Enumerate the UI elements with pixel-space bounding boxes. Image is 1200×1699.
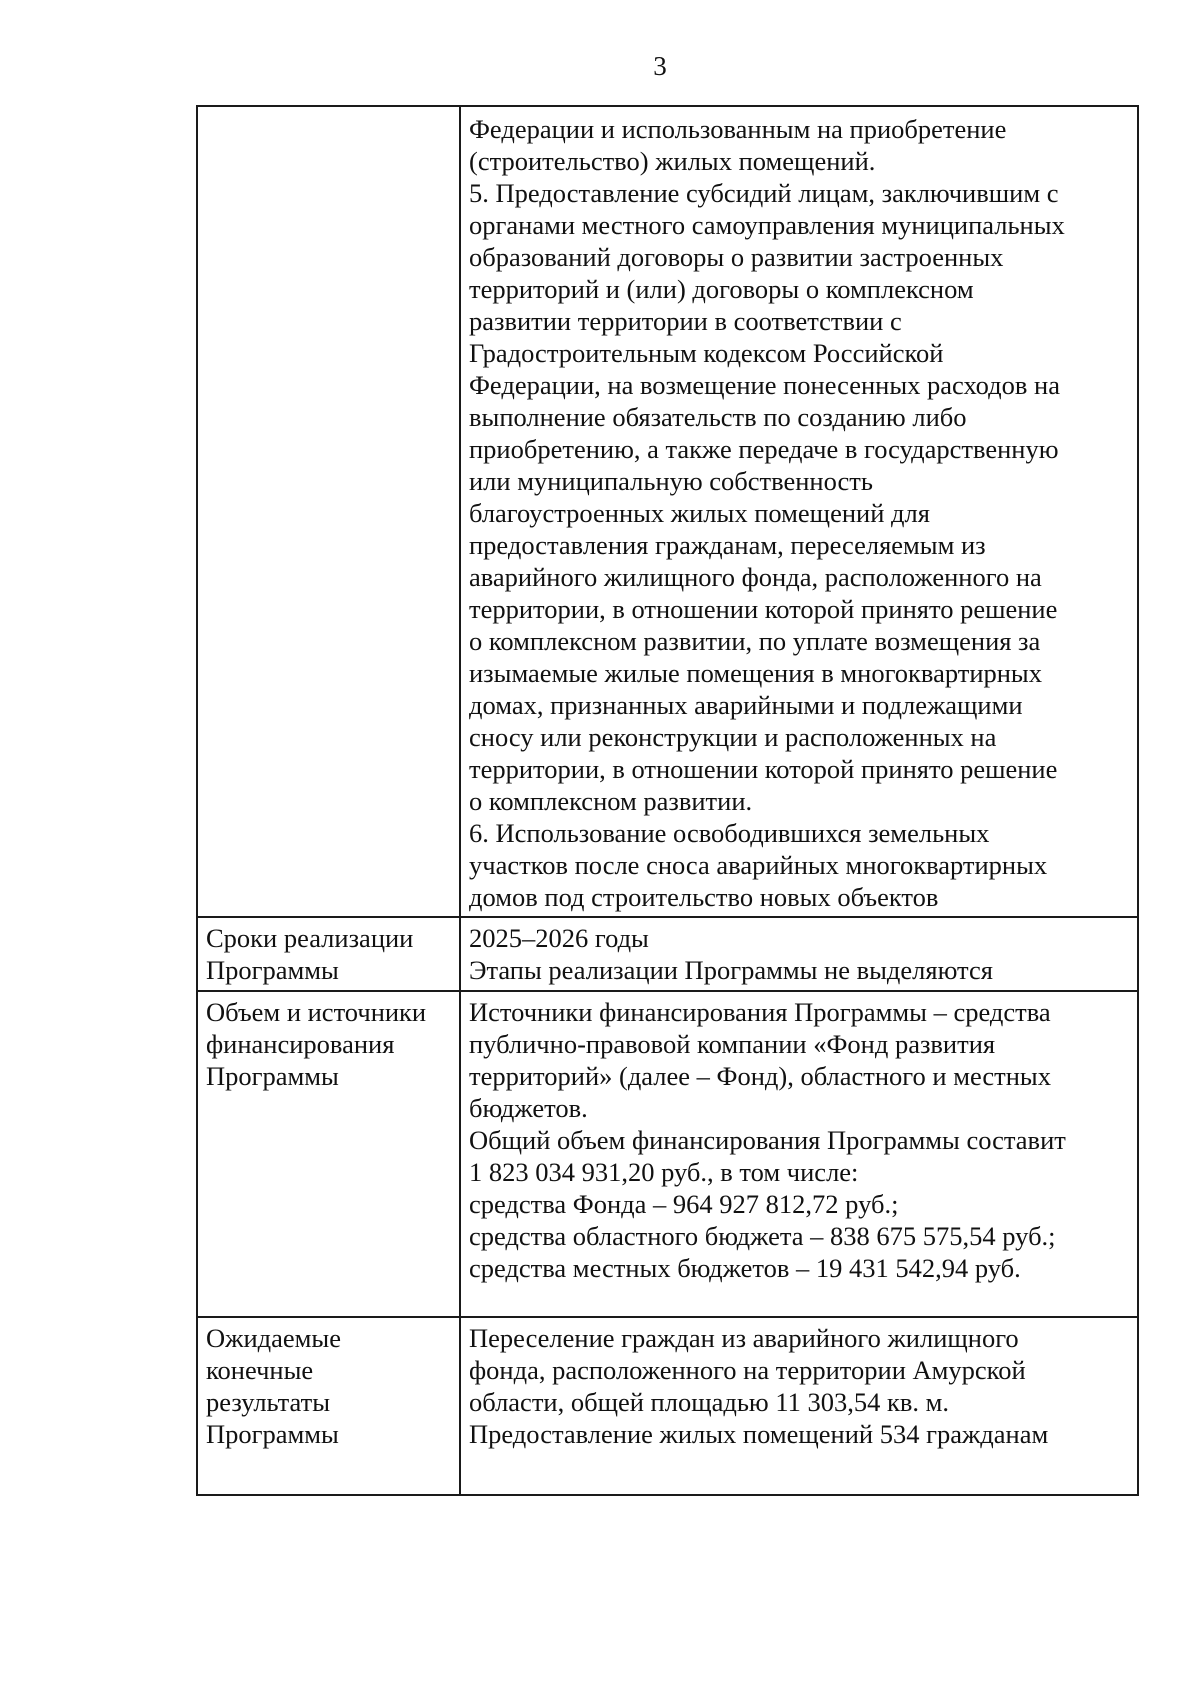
- text-line: публично-правовой компании «Фонд развития: [469, 1029, 996, 1059]
- text-line: области, общей площадью 11 303,54 кв. м.: [469, 1387, 950, 1417]
- text-line: приобретению, а также передаче в государственную: [469, 434, 1059, 464]
- table-row-terms: [197, 917, 1138, 991]
- text-line: сносу или реконструкции и расположенных на: [469, 722, 997, 752]
- label-line: Сроки реализации: [206, 923, 414, 953]
- text-line: Федерации и использованным на приобретение: [469, 114, 1007, 144]
- value-cell-terms: [460, 917, 1138, 991]
- label-cell-results: [197, 1317, 460, 1495]
- text-line: выполнение обязательств по созданию либо: [469, 402, 967, 432]
- label-line: результаты: [206, 1387, 330, 1417]
- text-line: домах, признанных аварийными и подлежащими: [469, 690, 1023, 720]
- text-line: образований договоры о развитии застроенных: [469, 242, 1004, 272]
- text-line: (строительство) жилых помещений.: [469, 146, 876, 176]
- value-cell-funding: [460, 991, 1138, 1317]
- label-line: Объем и источники: [206, 997, 427, 1027]
- text-line: 5. Предоставление субсидий лицам, заключившим с: [469, 178, 1059, 208]
- text-line: Источники финансирования Программы – средства: [469, 997, 1051, 1027]
- text-line: средства Фонда – 964 927 812,72 руб.;: [469, 1189, 899, 1219]
- text-line: благоустроенных жилых помещений для: [469, 498, 930, 528]
- text-line: средства местных бюджетов – 19 431 542,94 руб.: [469, 1253, 1021, 1283]
- text-line: аварийного жилищного фонда, расположенного на: [469, 562, 1042, 592]
- text-line: фонда, расположенного на территории Амурской: [469, 1355, 1026, 1385]
- label-line: Программы: [206, 1419, 339, 1449]
- text-line: участков после сноса аварийных многоквартирных: [469, 850, 1048, 880]
- text-line: Предоставление жилых помещений 534 гражданам: [469, 1419, 1049, 1449]
- label-cell-terms: [197, 917, 460, 991]
- text-line: 6. Использование освободившихся земельных: [469, 818, 990, 848]
- text-line: 1 823 034 931,20 руб., в том числе:: [469, 1157, 859, 1187]
- text-line: развитии территории в соответствии с: [469, 306, 902, 336]
- text-line: или муниципальную собственность: [469, 466, 873, 496]
- text-line: Градостроительным кодексом Российской: [469, 338, 944, 368]
- text-line: 2025–2026 годы: [469, 923, 649, 953]
- text-line: территории, в отношении которой принято решение: [469, 594, 1058, 624]
- text-line: бюджетов.: [469, 1093, 588, 1123]
- page-number: 3: [653, 51, 667, 81]
- text-line: Федерации, на возмещение понесенных расходов на: [469, 370, 1060, 400]
- label-line: конечные: [206, 1355, 314, 1385]
- value-cell-tasks-continuation: [460, 106, 1138, 917]
- text-line: органами местного самоуправления муниципальных: [469, 210, 1065, 240]
- text-line: предоставления гражданам, переселяемым из: [469, 530, 986, 560]
- table-row-continuation: [197, 106, 1138, 917]
- text-line: территорий» (далее – Фонд), областного и местных: [469, 1061, 1051, 1091]
- program-passport-table: [196, 105, 1139, 1496]
- text-line: Общий объем финансирования Программы составит: [469, 1125, 1066, 1155]
- table-row-results: [197, 1317, 1138, 1495]
- label-cell-empty: [197, 106, 460, 917]
- label-line: Программы: [206, 1061, 339, 1091]
- label-cell-funding: [197, 991, 460, 1317]
- text-line: Переселение граждан из аварийного жилищного: [469, 1323, 1019, 1353]
- table-row-funding: [197, 991, 1138, 1317]
- text-line: изымаемые жилые помещения в многоквартирных: [469, 658, 1042, 688]
- text-line: территории, в отношении которой принято решение: [469, 754, 1058, 784]
- label-line: Ожидаемые: [206, 1323, 341, 1353]
- text-line: территорий и (или) договоры о комплексном: [469, 274, 974, 304]
- text-line: о комплексном развитии.: [469, 786, 753, 816]
- value-cell-results: [460, 1317, 1138, 1495]
- text-line: о комплексном развитии, по уплате возмещения за: [469, 626, 1041, 656]
- text-line: средства областного бюджета – 838 675 575,54 руб.;: [469, 1221, 1056, 1251]
- label-line: финансирования: [206, 1029, 395, 1059]
- text-line: домов под строительство новых объектов: [469, 882, 939, 912]
- text-line: Этапы реализации Программы не выделяются: [469, 955, 993, 985]
- label-line: Программы: [206, 955, 339, 985]
